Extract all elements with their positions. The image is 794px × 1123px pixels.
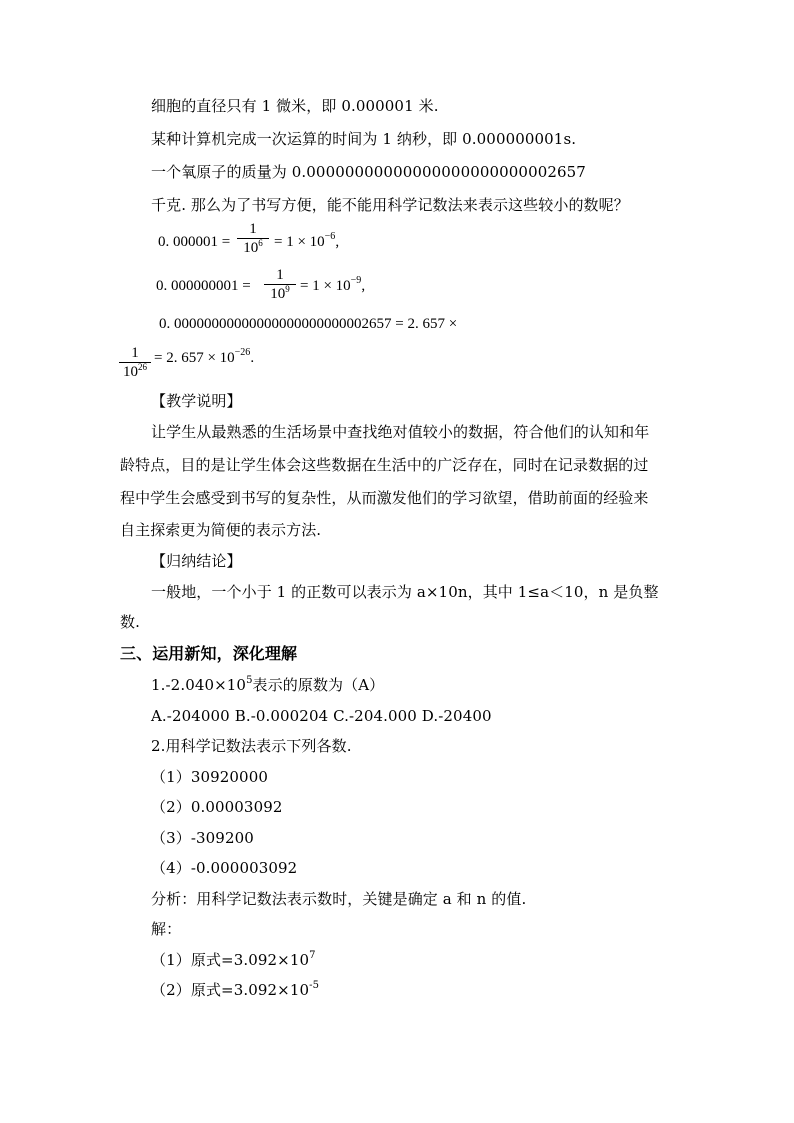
- math2-tail: ,: [361, 278, 366, 294]
- math2-right-base: = 1 × 10: [300, 278, 351, 294]
- fraction-1-denominator: [237, 239, 269, 258]
- paragraph-line-2: 龄特点，目的是让学生体会这些数据在生活中的广泛存在，同时在记录数据的过: [120, 456, 649, 474]
- math1-left: 0. 000001 =: [158, 234, 231, 250]
- question-1-exp: 5: [246, 675, 253, 686]
- fraction-1-denominator-exp: 6: [258, 238, 263, 248]
- fraction-1-denominator-base: 10: [243, 240, 259, 256]
- question-2-item-2: （2）0.00003092: [151, 798, 283, 816]
- math4-right-exp: −26: [234, 347, 251, 358]
- fraction-2-denominator-exp: 9: [285, 284, 290, 294]
- fraction-4-numerator: 1: [119, 344, 151, 363]
- fraction-2: [264, 266, 296, 304]
- question-2-item-4: （4）-0.000003092: [151, 859, 298, 877]
- fraction-2-numerator: 1: [264, 266, 296, 285]
- math1-tail: ,: [335, 234, 340, 250]
- math4-right-base: = 2. 657 × 10: [154, 350, 235, 366]
- text-line-oxygen-mass: 一个氧原子的质量为 0.00000000000000000000000002657: [151, 163, 586, 181]
- analysis-line: 分析：用科学记数法表示数时，关键是确定 a 和 n 的值.: [151, 890, 527, 908]
- solution-2-exp: -5: [309, 980, 320, 991]
- math2-right: [300, 275, 366, 295]
- math1-right-base: = 1 × 10: [274, 234, 325, 250]
- fraction-4-denominator-base: 10: [123, 364, 138, 380]
- math4-right: [154, 347, 255, 367]
- fraction-4-denominator-exp: 26: [138, 362, 147, 372]
- paragraph-line-1: 让学生从最熟悉的生活场景中查找绝对值较小的数据，符合他们的认知和年: [151, 423, 650, 441]
- math1-right-exp: −6: [324, 231, 336, 242]
- math4-tail: .: [250, 350, 255, 366]
- question-2: 2.用科学记数法表示下列各数.: [151, 737, 352, 755]
- conclusion-line-2: 数.: [120, 613, 140, 631]
- question-1-prefix: 1.-2.040×10: [151, 676, 247, 694]
- solution-1-prefix: （1）原式=3.092×10: [151, 951, 310, 969]
- paragraph-line-3: 程中学生会感受到书写的复杂性，从而激发他们的学习欲望，借助前面的经验来: [120, 489, 649, 507]
- fraction-4-denominator: [119, 363, 151, 382]
- question-1: [151, 675, 384, 698]
- solution-1: [151, 950, 316, 973]
- solution-label: 解：: [151, 920, 182, 938]
- fraction-1: [237, 220, 269, 258]
- paragraph-line-4: 自主探索更为简便的表示方法.: [120, 521, 322, 539]
- conclusion-line-1: 一般地，一个小于 1 的正数可以表示为 a×10n，其中 1≤a＜10，n 是负整: [151, 583, 659, 601]
- section-heading-apply: 三、运用新知，深化理解: [120, 644, 298, 663]
- question-1-options: A.-204000 B.-0.000204 C.-204.000 D.-20400: [151, 707, 492, 725]
- solution-2: [151, 980, 319, 1003]
- section-conclusion: 【归纳结论】: [151, 552, 242, 570]
- math1-right: [274, 231, 340, 251]
- solution-1-exp: 7: [309, 950, 316, 961]
- math2-left: 0. 000000001 =: [156, 278, 251, 294]
- question-2-item-1: （1）30920000: [151, 768, 268, 786]
- section-teaching-explanation: 【教学说明】: [151, 392, 242, 410]
- text-line-cell-diameter: 细胞的直径只有 1 微米，即 0.000001 米.: [151, 97, 439, 115]
- question-2-item-3: （3）-309200: [151, 829, 254, 847]
- text-line-computer-time: 某种计算机完成一次运算的时间为 1 纳秒，即 0.000000001s.: [151, 130, 577, 148]
- fraction-1-numerator: 1: [237, 220, 269, 239]
- fraction-2-denominator-base: 10: [270, 286, 286, 302]
- solution-2-prefix: （2）原式=3.092×10: [151, 981, 310, 999]
- math-expression-3: 0. 00000000000000000000000002657 = 2. 657 ×: [159, 316, 458, 332]
- text-line-question: 千克. 那么为了书写方便，能不能用科学记数法来表示这些较小的数呢？: [151, 196, 629, 214]
- math2-right-exp: −9: [350, 275, 362, 286]
- fraction-4: [119, 344, 151, 382]
- question-1-suffix: 表示的原数为（A）: [252, 676, 385, 694]
- fraction-2-denominator: [264, 285, 296, 304]
